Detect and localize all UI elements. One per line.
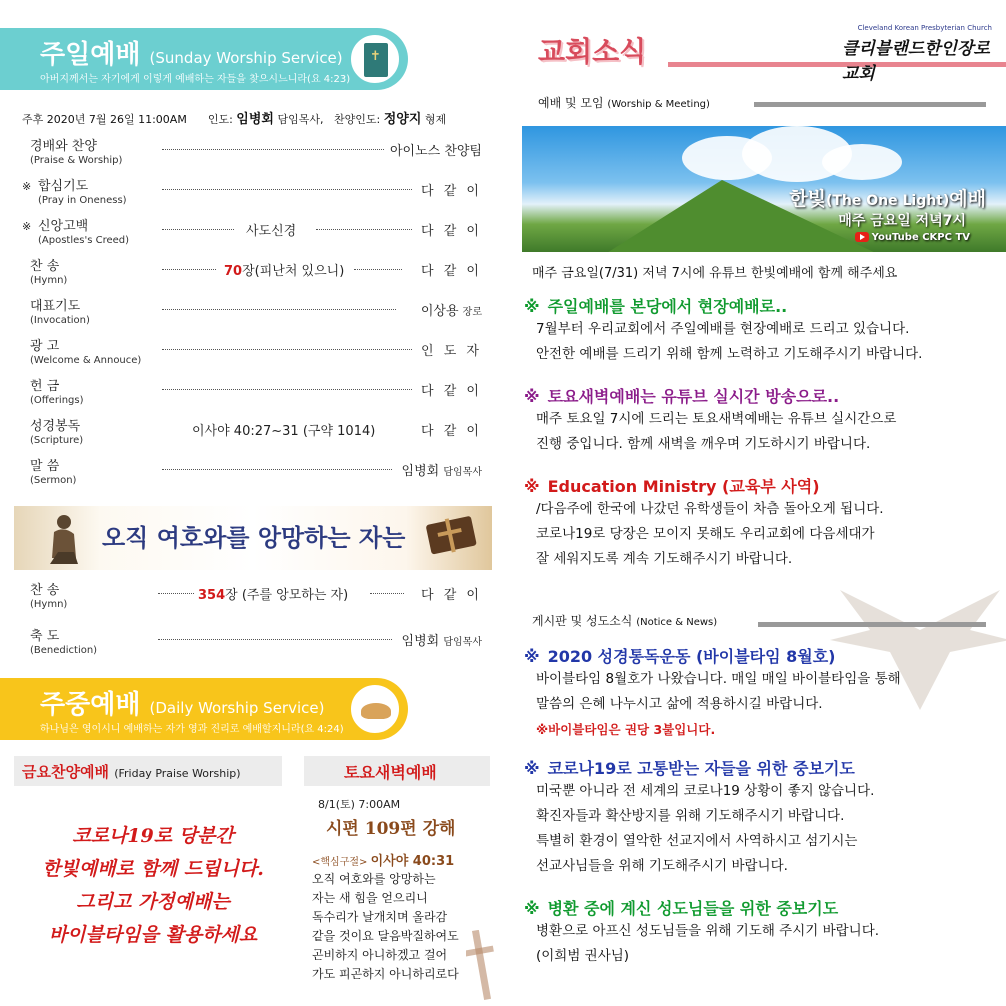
sunday-title: 주일예배 (Sunday Worship Service) [40,40,343,70]
order-leader: 인 도 자 [421,344,482,359]
key-verse-text [312,870,492,984]
news-item-title: 2020 성경통독운동 (바이블타임 8월호) [547,647,836,666]
section-notice-news-en: (Notice & News) [636,617,718,628]
saturday-label: 토요새벽예배 [344,763,437,782]
news-item: ※ Education Ministry (교육부 사역) /다음주에 한국에 나갔던 유학생들이 차츰 돌아오게 됩니다. 코로나19로 당장은 모이지 못해도 우리교회에 다음세대가 잘 세워지도록 계속 기도해주시기 바랍니다. [524,474,1000,572]
news-item-line: 말씀의 은혜 나누시고 삶에 적용하시길 바랍니다. [536,696,823,712]
order-row [30,584,486,620]
banner-time: 매주 금요일 저녁7시 [838,213,966,229]
saturday-label-box [304,756,490,786]
praise-leader-name: 정양지 [383,112,422,127]
news-item: ※ 2020 성경통독운동 (바이블타임 8월호) 바이블타임 8월호가 나왔습니다. 매일 매일 바이블타임을 통해 말씀의 은혜 나누시고 삶에 적용하시길 바랍니다. ※바이블타임은 권당 3불입니다. [524,644,1000,742]
logo-english: Cleveland Korean Presbyterian Church [857,24,992,32]
bible-icon [348,32,402,86]
order-leader: 다 같 이 [421,224,482,239]
order-leader: 다 같 이 [421,184,482,199]
order-label-en: (Benediction) [30,645,98,656]
news-item-line: 확진자들과 확산방지를 위해 기도해주시기 바랍니다. [536,808,845,824]
banner-title-en: (The One Light) [825,193,950,209]
order-label-en: (Welcome & Annouce) [30,355,142,366]
sunday-header [0,28,408,90]
news-item-title: 주일예배를 본당에서 현장예배로.. [547,297,788,316]
order-label: 성경봉독 [30,419,81,434]
section-divider [758,622,986,627]
banner-channel: YouTube CKPC TV [855,232,970,243]
praise-label: 찬양인도: [333,113,381,126]
news-item-line: 진행 중입니다. 함께 새벽을 깨우며 기도하시기 바랍니다. [536,436,871,452]
order-leader: 다 같 이 [421,384,482,399]
order-label-en: (Sermon) [30,475,77,486]
order-label-en: (Pray in Oneness) [38,195,127,206]
order-content: 사도신경 [246,224,297,239]
cross-icon [466,930,496,1000]
order-leader-role: 담임목사 [443,467,482,478]
order-leader: 다 같 이 [421,264,482,279]
sunday-verse: 아버지께서는 자기에게 이렇게 예배하는 자들을 찾으시느니라(요 4:23) [40,74,351,85]
order-label: 대표기도 [30,299,81,314]
news-item-title: 병환 중에 계신 성도님들을 위한 중보기도 [547,899,839,918]
news-item: ※ 주일예배를 본당에서 현장예배로.. 7월부터 우리교회에서 주일예배를 현장예배로 드리고 있습니다. 안전한 예배를 드리기 위해 함께 노력하고 기도해주시기 바랍니다. [524,294,1000,367]
news-item-line: 특별히 환경이 열악한 선교지에서 사역하시고 섬기시는 [536,833,858,849]
service-info [22,108,446,127]
order-leader: 임병회 [401,634,440,649]
sunday-title-en: (Sunday Worship Service) [149,49,343,67]
news-item: ※ 코로나19로 고통받는 자들을 위한 중보기도 미국뿐 아니라 전 세계의 코로나19 상황이 좋지 않습니다. 확진자들과 확산방지를 위해 기도해주시기 바랍니다. 특별히 환경이 열악한 선교지에서 사역하시고 섬기시는 선교사님들을 위해 기도해주시기 바랍니다. [524,756,1000,879]
order-label: 신앙고백 [38,219,89,234]
bibletime-price-note: ※바이블타임은 권당 3불입니다. [536,722,716,737]
bread-icon [348,682,402,736]
key-verse-label: <핵심구절> 이사야 40:31 [312,854,455,869]
daily-title: 주중예배 (Daily Worship Service) [40,690,325,720]
leader-role: 담임목사, [277,113,324,126]
church-news-panel [510,0,1006,1006]
saturday-sermon-title: 시편 109편 강해 [326,819,456,839]
news-item: ※ 병환 중에 계신 성도님들을 위한 중보기도 병환으로 아프신 성도님들을 위해 기도해 주시기 바랍니다. (이희범 권사님) [524,896,1000,969]
order-label: 축 도 [30,629,60,644]
friday-message-line: 한빛예배로 함께 드립니다. [42,858,264,880]
praise-leader-role: 형제 [424,113,447,126]
friday-label-en: (Friday Praise Worship) [114,767,241,780]
order-label: 광 고 [30,339,60,354]
sermon-theme-banner [14,506,492,570]
order-label: 경배와 찬양 [30,139,97,154]
verse-line: 오직 여호와를 앙망하는 [312,872,436,886]
order-label-en: (Scripture) [30,435,84,446]
section-worship-meeting: 예배 및 모임 (Worship & Meeting) [538,96,710,110]
daily-verse: 하나님은 영이시니 예배하는 자가 영과 진리로 예배할지니라(요 4:24) [40,724,344,735]
news-item-title: 코로나19로 고통받는 자들을 위한 중보기도 [547,759,855,778]
friday-message-line: 바이블타임을 활용하세요 [48,924,258,946]
order-row [30,460,486,496]
news-item-line: 코로나19로 당장은 모이지 못해도 우리교회에 다음세대가 [536,526,875,542]
news-item-line: 선교사님들을 위해 기도해주시기 바랍니다. [536,858,788,874]
verse-line: 같을 것이요 달음박질하여도 [312,929,459,943]
news-item-line: 잘 세워지도록 계속 기도해주시기 바랍니다. [536,551,793,567]
order-leader: 아이노스 찬양팀 [389,144,482,159]
verse-line: 독수리가 날개치며 올라감 [312,910,448,924]
hymn-number: 354 [198,588,226,603]
order-leader: 다 같 이 [421,588,482,603]
leader-name: 임병회 [236,112,274,127]
news-item-title: 토요새벽예배는 유튜브 실시간 방송으로.. [547,387,840,406]
hanbit-worship-banner [522,126,1006,252]
news-item: ※ 토요새벽예배는 유튜브 실시간 방송으로.. 매주 토요일 7시에 드리는 토요새벽예배는 유튜브 실시간으로 진행 중입니다. 함께 새벽을 깨우며 기도하시기 바랍니다. [524,384,1000,457]
hymn-number: 70 [224,264,243,279]
news-item-line: 안전한 예배를 드리기 위해 함께 노력하고 기도해주시기 바랍니다. [536,346,923,362]
order-row: ※ 신앙고백 (Apostles's Creed) 사도신경 다 같 이 [22,219,482,246]
order-label-en: (Invocation) [30,315,90,326]
news-item-line: 바이블타임 8월호가 나왔습니다. 매일 매일 바이블타임을 통해 [536,671,901,687]
key-verse-reference: 이사야 40:31 [370,854,455,869]
news-item-title: Education Ministry (교육부 사역) [547,477,820,496]
order-row [30,630,486,666]
order-label-en: (Hymn) [30,275,68,286]
news-item-line: 병환으로 아프신 성도님들을 위해 기도해 주시기 바랍니다. [536,923,880,939]
verse-line: 가도 피곤하지 아니하리로다 [312,967,459,981]
saturday-date: 8/1(토) 7:00AM [318,798,401,811]
order-row [30,380,486,416]
order-row [30,140,486,176]
order-label: 찬 송 [30,583,60,598]
order-row [30,340,486,376]
news-item-line: 매주 토요일 7시에 드리는 토요새벽예배는 유튜브 실시간으로 [536,411,897,427]
order-leader: 이상용 [420,304,459,319]
friday-label-box [14,756,282,786]
sermon-theme: 오직 여호와를 앙망하는 자는 [102,523,406,552]
order-leader: 임병회 [401,464,440,479]
order-label: 말 씀 [30,459,60,474]
leader-label: 인도: [207,113,233,126]
order-row: ※ 합심기도 (Pray in Oneness) 다 같 이 [22,179,482,206]
hymn-title: 장(피난처 있으니) [242,264,345,279]
order-label-en: (Praise & Worship) [30,155,123,166]
banner-title: 한빛(The One Light)예배 [789,188,986,210]
order-leader: 다 같 이 [421,424,482,439]
order-label-en: (Hymn) [30,599,68,610]
church-logo [842,24,992,84]
section-notice-news: 게시판 및 성도소식 (Notice & News) [532,614,718,628]
news-item-line: /다음주에 한국에 나갔던 유학생들이 차츰 돌아오게 됩니다. [536,501,884,517]
order-label-en: (Offerings) [30,395,84,406]
news-item-line: 미국뿐 아니라 전 세계의 코로나19 상황이 좋지 않습니다. [536,783,875,799]
order-leader-role: 장로 [462,307,482,318]
verse-line: 자는 새 힘을 얻으리니 [312,891,428,905]
order-label-en: (Apostles's Creed) [38,235,130,246]
service-date: 주후 2020년 7월 26일 11:00AM [22,113,187,126]
daily-title-en: (Daily Worship Service) [149,699,325,717]
scripture-reference: 이사야 40:27~31 (구약 1014) [192,424,376,439]
section-worship-meeting-en: (Worship & Meeting) [607,99,710,110]
daily-header [0,678,408,740]
worship-order-panel [0,0,496,1006]
praying-man-icon [44,512,84,564]
logo-korean: 클리블랜드한인장로교회 [842,39,990,84]
order-row [30,300,486,336]
order-label: 헌 금 [30,379,60,394]
friday-message-line: 코로나19로 당분간 [72,825,234,847]
section-divider [754,102,986,107]
news-item-line: (이희범 권사님) [536,948,630,964]
news-item-line: 7월부터 우리교회에서 주일예배를 현장예배로 드리고 있습니다. [536,321,910,337]
order-label: 합심기도 [38,179,89,194]
book-cross-icon [422,512,482,556]
order-label: 찬 송 [30,259,60,274]
order-leader-role: 담임목사 [443,637,482,648]
youtube-icon [855,232,869,242]
order-row [30,420,486,456]
friday-message [26,820,280,952]
news-title: 교회소식 [538,35,647,68]
friday-youtube-note: 매주 금요일(7/31) 저녁 7시에 유튜브 한빛예배에 함께 해주세요 [532,266,898,281]
friday-message-line: 그리고 가정예배는 [76,891,230,913]
order-row [30,260,486,296]
friday-label: 금요찬양예배 [22,763,109,781]
hymn-title: 장 (주를 앙모하는 자) [225,588,349,603]
verse-line: 곤비하지 아니하겠고 걸어 [312,948,448,962]
